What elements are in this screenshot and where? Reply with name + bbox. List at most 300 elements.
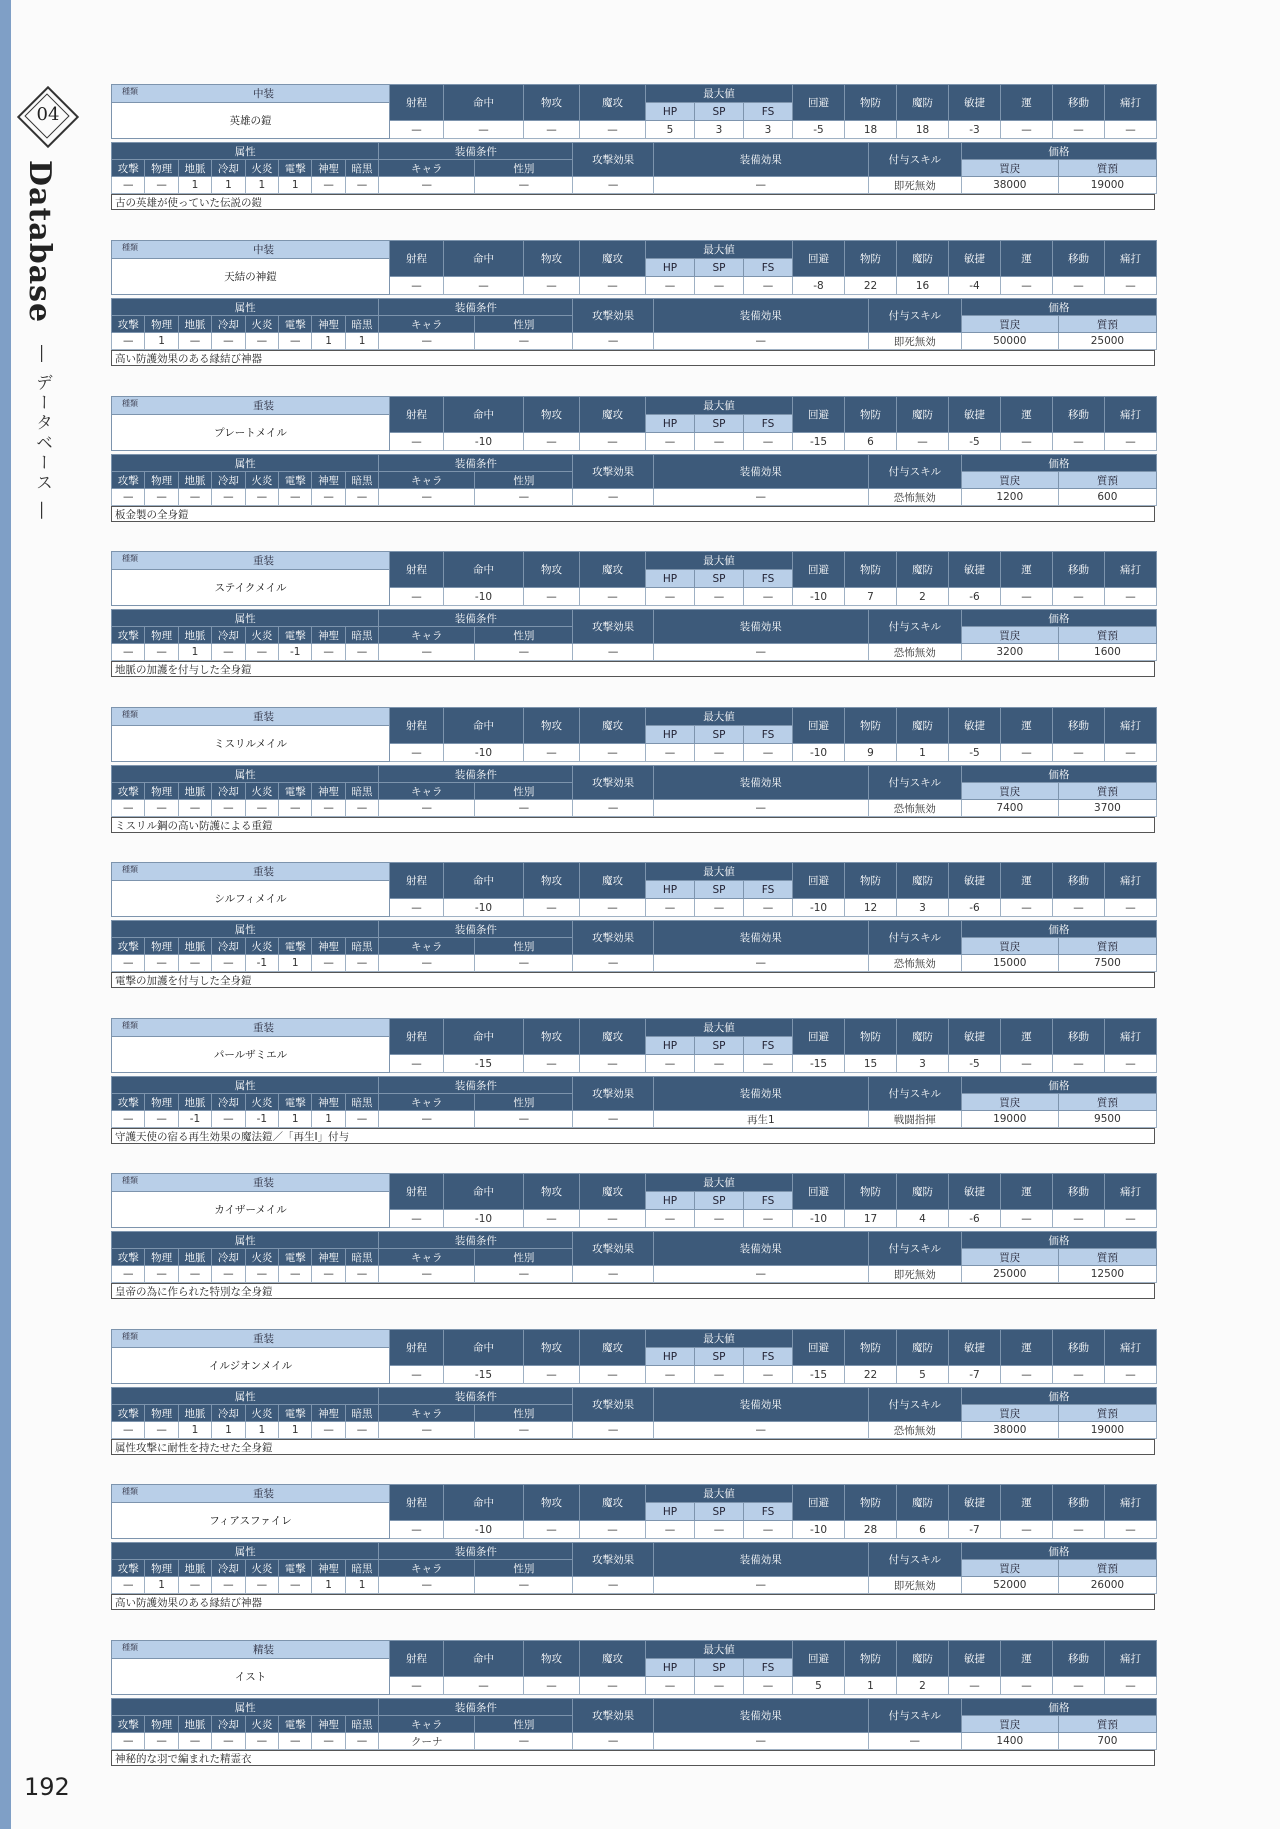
stat-header: 痛打	[1105, 397, 1157, 433]
hp-header: HP	[646, 881, 695, 899]
equip-cond-header: 装備条件	[379, 1699, 573, 1716]
stat-value: —	[580, 1055, 646, 1073]
element-header: 電撃	[279, 1249, 312, 1266]
chapter-title: Database	[22, 160, 57, 324]
buy-header: 買戻	[961, 316, 1058, 333]
fs-header: FS	[744, 726, 793, 744]
stat-header: 物防	[845, 1641, 897, 1677]
grant-skill-header: 付与スキル	[868, 143, 961, 177]
stat-value: —	[524, 1521, 580, 1539]
equip-cond-header: 装備条件	[379, 766, 573, 783]
stat-header: 射程	[390, 863, 444, 899]
attack-effect-value: —	[573, 177, 653, 194]
fs-value: —	[744, 1521, 793, 1539]
grant-skill-header: 付与スキル	[868, 455, 961, 489]
element-header: 地脈	[178, 1560, 211, 1577]
stat-value: —	[1001, 1366, 1053, 1384]
sp-header: SP	[695, 259, 744, 277]
kind-label: 種類	[122, 1643, 138, 1652]
stat-value: 3	[897, 899, 949, 917]
equip-effect-header: 装備効果	[653, 1543, 868, 1577]
stat-value: —	[1001, 588, 1053, 606]
gender-header: 性別	[475, 938, 573, 955]
stat-header: 痛打	[1105, 1174, 1157, 1210]
chara-value: —	[379, 1422, 475, 1439]
sp-header: SP	[695, 1348, 744, 1366]
stat-value: 15	[845, 1055, 897, 1073]
max-value-header: 最大値	[646, 397, 793, 415]
element-header: 地脈	[178, 783, 211, 800]
stats-table	[111, 707, 1157, 762]
attribute-header: 属性	[112, 1077, 379, 1094]
stat-header: 魔防	[897, 863, 949, 899]
stat-header: 痛打	[1105, 1019, 1157, 1055]
element-header: 物理	[145, 783, 178, 800]
element-value: 1	[178, 1422, 211, 1439]
stat-value: —	[580, 1366, 646, 1384]
item-entry	[111, 862, 1157, 989]
gender-header: 性別	[475, 1716, 573, 1733]
attribute-table	[111, 298, 1157, 350]
stat-header: 射程	[390, 708, 444, 744]
stat-header: 物攻	[524, 241, 580, 277]
grant-skill-header: 付与スキル	[868, 766, 961, 800]
element-header: 火炎	[245, 627, 278, 644]
sp-value: —	[695, 277, 744, 295]
element-value: —	[245, 1577, 278, 1594]
element-value: —	[245, 1266, 278, 1283]
element-header: 電撃	[279, 938, 312, 955]
attack-effect-header: 攻撃効果	[573, 1388, 653, 1422]
stat-header: 射程	[390, 85, 444, 121]
element-header: 神聖	[312, 627, 345, 644]
element-value: —	[112, 1733, 145, 1750]
stat-header: 回避	[793, 552, 845, 588]
item-name: イルジオンメイル	[112, 1348, 390, 1384]
stats-table	[111, 1484, 1157, 1539]
stat-value: —	[580, 1521, 646, 1539]
gender-value: —	[475, 177, 573, 194]
stat-value: —	[390, 1055, 444, 1073]
stat-header: 命中	[444, 552, 524, 588]
item-kind: 精装	[253, 1644, 274, 1656]
stat-value: -6	[949, 899, 1001, 917]
buy-price: 7400	[961, 800, 1058, 817]
item-kind: 重装	[253, 400, 274, 412]
stat-value: -6	[949, 588, 1001, 606]
element-value: —	[345, 489, 378, 506]
element-header: 神聖	[312, 160, 345, 177]
item-description: 皇帝の為に作られた特別な全身鎧	[111, 1283, 1155, 1299]
grant-skill-header: 付与スキル	[868, 1232, 961, 1266]
stat-value: 4	[897, 1210, 949, 1228]
max-value-header: 最大値	[646, 863, 793, 881]
item-description: 神秘的な羽で編まれた精霊衣	[111, 1750, 1155, 1766]
chara-header: キャラ	[379, 783, 475, 800]
stat-header: 敏捷	[949, 708, 1001, 744]
stat-header: 魔防	[897, 397, 949, 433]
stat-header: 敏捷	[949, 1330, 1001, 1366]
sp-header: SP	[695, 103, 744, 121]
stat-value: —	[1001, 1210, 1053, 1228]
price-header: 価格	[961, 921, 1156, 938]
sell-price: 9500	[1058, 1111, 1156, 1128]
kind-label: 種類	[122, 399, 138, 408]
equip-effect-header: 装備効果	[653, 1699, 868, 1733]
gender-header: 性別	[475, 1405, 573, 1422]
element-header: 電撃	[279, 1716, 312, 1733]
sell-price: 12500	[1058, 1266, 1156, 1283]
element-value: -1	[245, 955, 278, 972]
stat-value: 22	[845, 1366, 897, 1384]
gender-value: —	[475, 1111, 573, 1128]
stat-header: 運	[1001, 85, 1053, 121]
element-header: 暗黒	[345, 472, 378, 489]
element-value: —	[212, 1733, 245, 1750]
element-value: —	[112, 800, 145, 817]
gender-value: —	[475, 800, 573, 817]
hp-value: —	[646, 899, 695, 917]
element-header: 電撃	[279, 160, 312, 177]
price-header: 価格	[961, 766, 1156, 783]
stat-header: 射程	[390, 1641, 444, 1677]
item-name: ミスリルメイル	[112, 726, 390, 762]
stat-value: —	[1053, 433, 1105, 451]
stat-header: 命中	[444, 1641, 524, 1677]
stat-header: 射程	[390, 1174, 444, 1210]
stat-value: -10	[444, 433, 524, 451]
chara-value: —	[379, 177, 475, 194]
item-entry	[111, 1640, 1157, 1767]
element-value: 1	[145, 333, 178, 350]
attribute-table	[111, 454, 1157, 506]
chara-header: キャラ	[379, 316, 475, 333]
item-name: カイザーメイル	[112, 1192, 390, 1228]
stats-table	[111, 84, 1157, 139]
kind-header	[112, 1174, 390, 1192]
grant-skill-value: 戦闘指揮	[868, 1111, 961, 1128]
stat-value: -5	[949, 744, 1001, 762]
stat-header: 物攻	[524, 552, 580, 588]
item-name: 英雄の鎧	[112, 103, 390, 139]
attribute-header: 属性	[112, 455, 379, 472]
stat-header: 回避	[793, 708, 845, 744]
stat-value: —	[390, 588, 444, 606]
element-value: —	[112, 644, 145, 661]
element-header: 電撃	[279, 783, 312, 800]
stat-value: —	[1053, 1210, 1105, 1228]
stat-header: 痛打	[1105, 552, 1157, 588]
element-value: —	[145, 955, 178, 972]
item-name: イスト	[112, 1659, 390, 1695]
item-description: 板金製の全身鎧	[111, 506, 1155, 522]
sell-header: 質預	[1058, 1560, 1156, 1577]
element-value: —	[178, 333, 211, 350]
attribute-header: 属性	[112, 921, 379, 938]
kind-label: 種類	[122, 1021, 138, 1030]
stat-value: —	[390, 1677, 444, 1695]
page-number: 192	[24, 1773, 70, 1801]
stat-header: 運	[1001, 863, 1053, 899]
stat-value: 17	[845, 1210, 897, 1228]
equip-effect-value: —	[653, 1266, 868, 1283]
equip-cond-header: 装備条件	[379, 1388, 573, 1405]
stat-value: -10	[444, 899, 524, 917]
gender-header: 性別	[475, 1094, 573, 1111]
stat-value: —	[524, 121, 580, 139]
stat-header: 運	[1001, 1019, 1053, 1055]
buy-header: 買戻	[961, 783, 1058, 800]
fs-value: 3	[744, 121, 793, 139]
element-header: 神聖	[312, 1560, 345, 1577]
hp-value: —	[646, 1521, 695, 1539]
element-value: —	[178, 1266, 211, 1283]
element-header: 冷却	[212, 160, 245, 177]
element-header: 火炎	[245, 783, 278, 800]
stat-value: —	[580, 277, 646, 295]
attribute-header: 属性	[112, 1388, 379, 1405]
element-header: 物理	[145, 1560, 178, 1577]
fs-header: FS	[744, 570, 793, 588]
stat-value: —	[1053, 1366, 1105, 1384]
sp-value: —	[695, 1366, 744, 1384]
stat-header: 移動	[1053, 85, 1105, 121]
stat-value: —	[580, 744, 646, 762]
element-header: 暗黒	[345, 316, 378, 333]
element-value: —	[279, 1577, 312, 1594]
element-header: 暗黒	[345, 160, 378, 177]
stat-value: -6	[949, 1210, 1001, 1228]
equip-effect-header: 装備効果	[653, 455, 868, 489]
stat-value: —	[1105, 1210, 1157, 1228]
stats-table	[111, 240, 1157, 295]
stat-header: 物防	[845, 397, 897, 433]
stat-header: 魔攻	[580, 1641, 646, 1677]
stat-value: —	[524, 1210, 580, 1228]
element-value: —	[279, 800, 312, 817]
element-header: 物理	[145, 160, 178, 177]
max-value-header: 最大値	[646, 1174, 793, 1192]
element-value: —	[112, 1266, 145, 1283]
stat-value: —	[949, 1677, 1001, 1695]
item-entry	[111, 1173, 1157, 1300]
attribute-table	[111, 1387, 1157, 1439]
equip-cond-header: 装備条件	[379, 1077, 573, 1094]
chara-header: キャラ	[379, 160, 475, 177]
element-header: 神聖	[312, 472, 345, 489]
chara-value: —	[379, 1266, 475, 1283]
attack-effect-header: 攻撃効果	[573, 1077, 653, 1111]
stat-header: 移動	[1053, 1641, 1105, 1677]
element-value: —	[312, 1422, 345, 1439]
equip-effect-value: 再生1	[653, 1111, 868, 1128]
fs-value: —	[744, 1210, 793, 1228]
stat-header: 運	[1001, 708, 1053, 744]
stat-value: 22	[845, 277, 897, 295]
element-value: —	[312, 1266, 345, 1283]
element-header: 冷却	[212, 1405, 245, 1422]
element-header: 冷却	[212, 783, 245, 800]
stats-table	[111, 1018, 1157, 1073]
stat-value: -10	[793, 588, 845, 606]
element-header: 電撃	[279, 316, 312, 333]
equip-effect-value: —	[653, 800, 868, 817]
stat-header: 物防	[845, 863, 897, 899]
item-description: 高い防護効果のある縁結び神器	[111, 1594, 1155, 1610]
element-header: 電撃	[279, 1094, 312, 1111]
stat-header: 物防	[845, 552, 897, 588]
stat-header: 魔攻	[580, 397, 646, 433]
grant-skill-header: 付与スキル	[868, 610, 961, 644]
stat-value: —	[1053, 121, 1105, 139]
stat-value: 7	[845, 588, 897, 606]
stat-value: —	[1105, 588, 1157, 606]
attack-effect-value: —	[573, 1422, 653, 1439]
attribute-table	[111, 1542, 1157, 1594]
element-value: —	[145, 800, 178, 817]
sp-header: SP	[695, 881, 744, 899]
hp-value: —	[646, 277, 695, 295]
stat-header: 移動	[1053, 1330, 1105, 1366]
element-value: —	[212, 1577, 245, 1594]
sell-header: 質預	[1058, 316, 1156, 333]
element-header: 暗黒	[345, 1094, 378, 1111]
element-value: 1	[212, 1422, 245, 1439]
stat-header: 移動	[1053, 1019, 1105, 1055]
element-value: —	[178, 1733, 211, 1750]
stat-value: 9	[845, 744, 897, 762]
attribute-header: 属性	[112, 1699, 379, 1716]
kind-header	[112, 85, 390, 103]
stat-value: —	[1053, 899, 1105, 917]
stat-value: —	[1105, 277, 1157, 295]
fs-header: FS	[744, 259, 793, 277]
stat-header: 物攻	[524, 863, 580, 899]
element-value: —	[212, 333, 245, 350]
element-value: —	[212, 644, 245, 661]
sp-value: —	[695, 899, 744, 917]
sp-header: SP	[695, 1192, 744, 1210]
element-header: 攻撃	[112, 1249, 145, 1266]
element-value: 1	[245, 1422, 278, 1439]
stat-value: —	[524, 744, 580, 762]
element-value: —	[212, 489, 245, 506]
stat-value: -10	[444, 1521, 524, 1539]
stat-header: 魔防	[897, 1330, 949, 1366]
fs-header: FS	[744, 1192, 793, 1210]
grant-skill-value: 恐怖無効	[868, 489, 961, 506]
price-header: 価格	[961, 1232, 1156, 1249]
attribute-table	[111, 1231, 1157, 1283]
equip-effect-value: —	[653, 955, 868, 972]
item-name: パールザミエル	[112, 1037, 390, 1073]
stat-header: 痛打	[1105, 863, 1157, 899]
grant-skill-value: 恐怖無効	[868, 1422, 961, 1439]
grant-skill-header: 付与スキル	[868, 1388, 961, 1422]
buy-header: 買戻	[961, 160, 1058, 177]
stat-header: 痛打	[1105, 241, 1157, 277]
stat-value: —	[1105, 433, 1157, 451]
kind-header	[112, 1019, 390, 1037]
chara-value: —	[379, 333, 475, 350]
stat-header: 物攻	[524, 1641, 580, 1677]
element-value: 1	[145, 1577, 178, 1594]
element-value: —	[145, 644, 178, 661]
sp-header: SP	[695, 570, 744, 588]
stat-header: 魔攻	[580, 241, 646, 277]
equip-effect-value: —	[653, 1733, 868, 1750]
element-value: —	[112, 1422, 145, 1439]
grant-skill-value: 即死無効	[868, 333, 961, 350]
stat-value: -10	[793, 1521, 845, 1539]
element-header: 地脈	[178, 160, 211, 177]
price-header: 価格	[961, 1388, 1156, 1405]
sp-value: —	[695, 1521, 744, 1539]
equip-effect-value: —	[653, 333, 868, 350]
buy-price: 50000	[961, 333, 1058, 350]
sell-price: 1600	[1058, 644, 1156, 661]
stat-header: 移動	[1053, 863, 1105, 899]
element-header: 冷却	[212, 472, 245, 489]
element-header: 冷却	[212, 938, 245, 955]
stat-header: 物攻	[524, 1330, 580, 1366]
stat-header: 魔攻	[580, 1174, 646, 1210]
max-value-header: 最大値	[646, 241, 793, 259]
stat-value: -10	[793, 1210, 845, 1228]
element-header: 神聖	[312, 1094, 345, 1111]
element-header: 神聖	[312, 1249, 345, 1266]
stat-header: 物防	[845, 1019, 897, 1055]
stat-header: 回避	[793, 85, 845, 121]
fs-header: FS	[744, 1503, 793, 1521]
fs-value: —	[744, 588, 793, 606]
stat-value: —	[390, 121, 444, 139]
hp-header: HP	[646, 1348, 695, 1366]
stat-header: 敏捷	[949, 552, 1001, 588]
stats-table	[111, 862, 1157, 917]
gender-value: —	[475, 489, 573, 506]
gender-value: —	[475, 333, 573, 350]
element-header: 攻撃	[112, 472, 145, 489]
stat-value: —	[524, 277, 580, 295]
element-value: —	[178, 800, 211, 817]
stat-value: -4	[949, 277, 1001, 295]
kind-label: 種類	[122, 1176, 138, 1185]
grant-skill-value: 即死無効	[868, 177, 961, 194]
element-value: 1	[178, 177, 211, 194]
attack-effect-header: 攻撃効果	[573, 1232, 653, 1266]
max-value-header: 最大値	[646, 1019, 793, 1037]
stat-header: 痛打	[1105, 1485, 1157, 1521]
hp-value: —	[646, 1210, 695, 1228]
sp-header: SP	[695, 415, 744, 433]
gender-value: —	[475, 1422, 573, 1439]
stat-header: 回避	[793, 1019, 845, 1055]
element-value: 1	[345, 1577, 378, 1594]
fs-header: FS	[744, 103, 793, 121]
element-header: 暗黒	[345, 627, 378, 644]
stat-header: 回避	[793, 1174, 845, 1210]
stats-table	[111, 1329, 1157, 1384]
equip-cond-header: 装備条件	[379, 921, 573, 938]
kind-header	[112, 1485, 390, 1503]
stat-value: —	[444, 1677, 524, 1695]
element-header: 電撃	[279, 472, 312, 489]
element-header: 攻撃	[112, 627, 145, 644]
sell-price: 19000	[1058, 177, 1156, 194]
stat-header: 敏捷	[949, 397, 1001, 433]
attack-effect-header: 攻撃効果	[573, 921, 653, 955]
